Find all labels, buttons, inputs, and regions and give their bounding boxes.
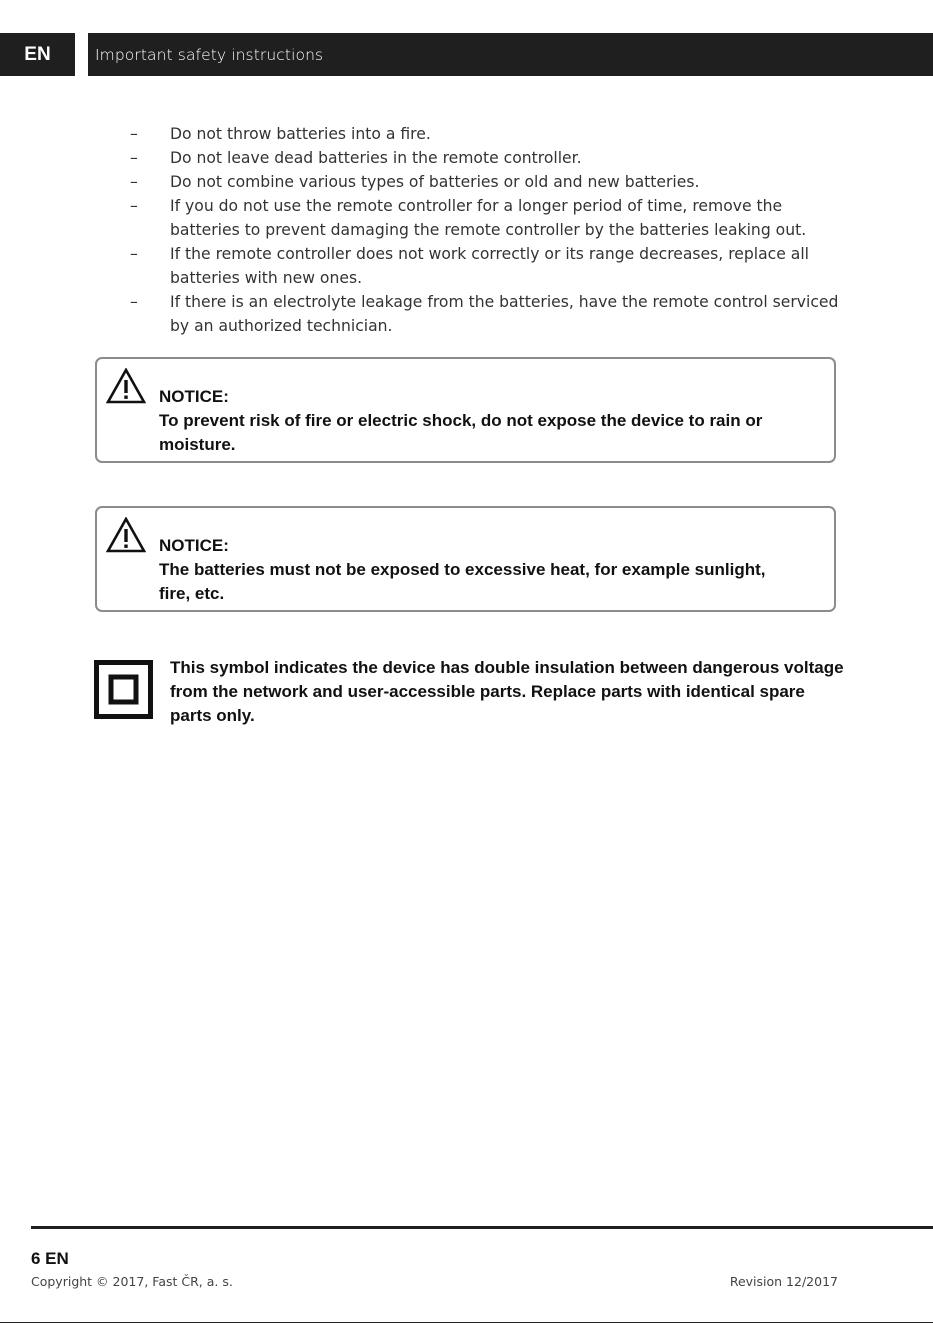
- battery-safety-list: [130, 122, 850, 338]
- notice-content: [159, 385, 799, 457]
- page-bottom-line: [0, 1322, 933, 1323]
- list-dash: –: [130, 197, 138, 215]
- language-badge: [0, 33, 75, 76]
- notice-text: To prevent risk of fire or electric shock, do not expose the device to rain or moisture.: [159, 411, 763, 454]
- list-item-text: If there is an electrolyte leakage from the batteries, have the remote control serviced by an authorized technician.: [170, 293, 839, 335]
- list-dash: –: [130, 245, 138, 263]
- notice-box: [95, 506, 836, 612]
- section-header: [88, 33, 933, 76]
- warning-triangle-icon: [106, 517, 146, 553]
- notice-heading: NOTICE:: [159, 536, 229, 555]
- list-item: [130, 146, 850, 170]
- list-dash: –: [130, 293, 138, 311]
- list-dash: –: [130, 149, 138, 167]
- section-title: Important safety instructions: [95, 45, 324, 64]
- list-dash: –: [130, 173, 138, 191]
- notice-box: [95, 357, 836, 463]
- list-item-text: If the remote controller does not work correctly or its range decreases, replace all batteries with new ones.: [170, 245, 809, 287]
- list-item-text: Do not throw batteries into a fire.: [170, 125, 431, 143]
- language-label: EN: [24, 43, 51, 65]
- copyright-text: Copyright © 2017, Fast ČR, a. s.: [31, 1274, 233, 1289]
- page-number: 6 EN: [31, 1249, 69, 1268]
- double-insulation-icon: [94, 660, 153, 719]
- revision-text: Revision 12/2017: [729, 1274, 838, 1289]
- notice-heading: NOTICE:: [159, 387, 229, 406]
- list-item-text: Do not leave dead batteries in the remote controller.: [170, 149, 582, 167]
- list-item: [130, 194, 850, 242]
- list-item-text: Do not combine various types of batteries or old and new batteries.: [170, 173, 700, 191]
- list-item: [130, 170, 850, 194]
- list-item: [130, 290, 850, 338]
- list-item-text: If you do not use the remote controller for a longer period of time, remove the batteries to prevent damaging the remote controller by the batteries leaking out.: [170, 197, 807, 239]
- double-insulation-text: This symbol indicates the device has double insulation between dangerous voltage from the network and user-accessible parts. Replace parts with identical spare parts only.: [170, 658, 844, 725]
- notice-content: [159, 534, 799, 606]
- warning-triangle-icon: [106, 368, 146, 404]
- list-item: [130, 242, 850, 290]
- notice-text: The batteries must not be exposed to excessive heat, for example sunlight, fire, etc.: [159, 560, 766, 603]
- list-item: [130, 122, 850, 146]
- list-dash: –: [130, 125, 138, 143]
- footer-divider: [31, 1226, 933, 1229]
